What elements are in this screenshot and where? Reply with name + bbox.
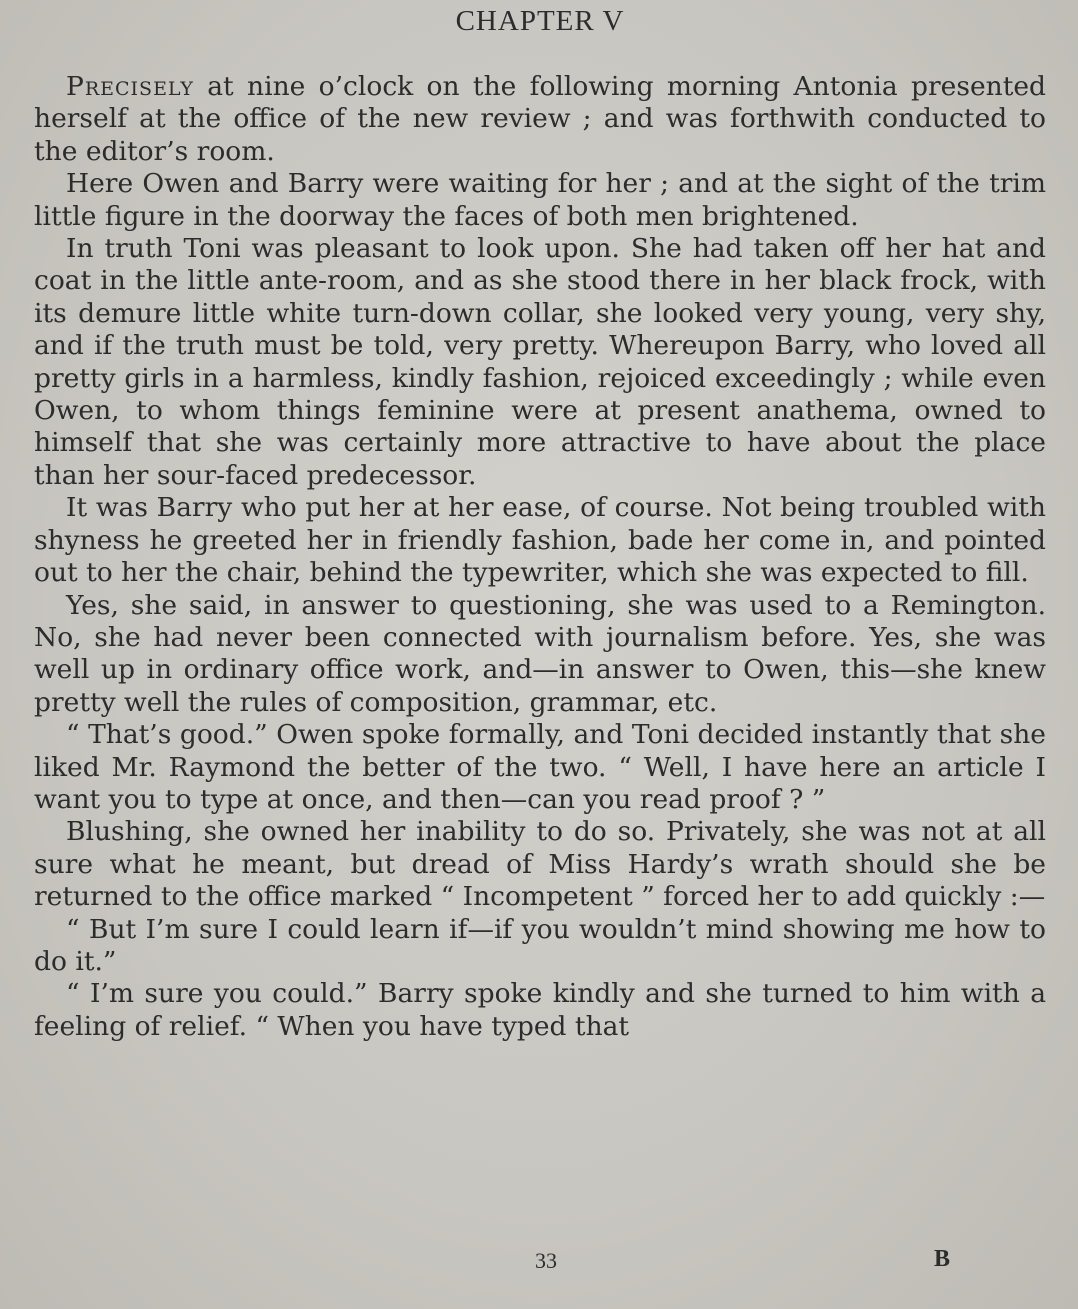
paragraph-2: Here Owen and Barry were waiting for her ; and at the sight of the trim little figure in the doorway the faces of both men brightened. — [34, 168, 1046, 232]
paragraph-1 — [34, 71, 1046, 168]
paragraph-9: “ I’m sure you could.” Barry spoke kindly and she turned to him with a feeling of relief. “ When you have typed that — [34, 978, 1046, 1042]
page-number: 33 — [535, 1248, 557, 1273]
paragraph-3: In truth Toni was pleasant to look upon. She had taken off her hat and coat in the little ante-room, and as she stood there in her black frock, with its demure little white turn-down collar, she looked very young, very shy, and if the truth must be told, very pretty. Whereupon Barry, who loved all pretty girls in a harmless, kindly fashion, rejoiced exceedingly ; while even Owen, to whom things feminine were at present anathema, owned to himself that she was certainly more attractive to have about the place than her sour-faced predecessor. — [34, 233, 1046, 491]
page-footer — [0, 1246, 1078, 1276]
chapter-body — [34, 71, 1046, 1043]
paragraph-lead-word: Precisely — [66, 71, 194, 102]
paragraph-7: Blushing, she owned her inability to do so. Privately, she was not at all sure what he meant, but dread of Miss Hardy’s wrath should she be returned to the office marked “ Incompetent ” forced her to add quickly :— — [34, 816, 1046, 913]
paragraph-5: Yes, she said, in answer to questioning, she was used to a Remington. No, she had never been connected with journalism before. Yes, she was well up in ordinary office work, and—in answer to Owen, this—she knew pretty well the rules of composition, grammar, etc. — [34, 589, 1046, 718]
paragraph-4: It was Barry who put her at her ease, of course. Not being troubled with shyness he greeted her in friendly fashion, bade her come in, and pointed out to her the chair, behind the typewriter, which she was expected to fill. — [34, 492, 1046, 589]
paragraph-6: “ That’s good.” Owen spoke formally, and Toni decided instantly that she liked Mr. Raymond the better of the two. “ Well, I have here an article I want you to type at once, and then—can you read proof ? ” — [34, 719, 1046, 815]
signature-mark: B — [934, 1246, 951, 1272]
paragraph-text: at nine o’clock on the following morning Antonia presented herself at the office of the new review ; and was forthwith conducted to the editor’s room. — [34, 71, 1046, 167]
chapter-title: CHAPTER V — [455, 5, 625, 37]
paragraph-8: “ But I’m sure I could learn if—if you wouldn’t mind showing me how to do it.” — [34, 913, 1046, 977]
